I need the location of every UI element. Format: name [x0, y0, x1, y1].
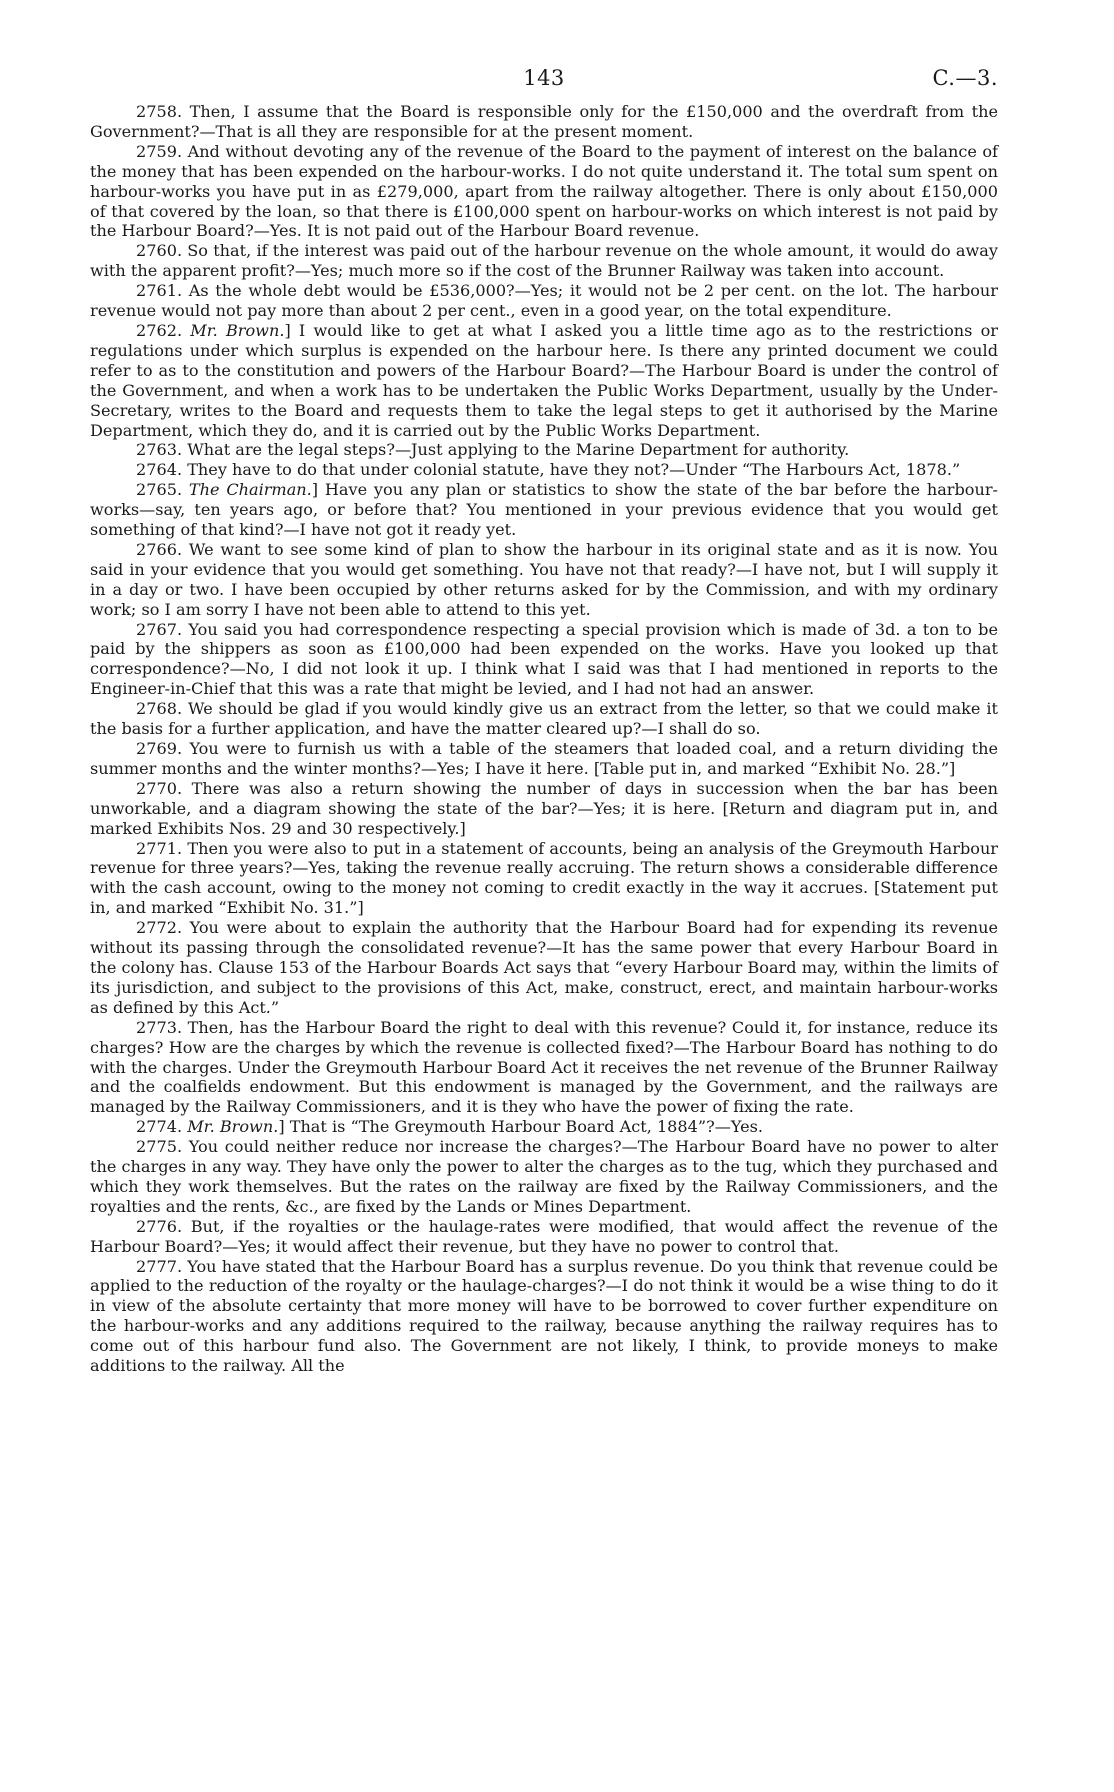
page-header [90, 62, 998, 102]
paragraph-2773: 2773. Then, has the Harbour Board the right to deal with this revenue? Could it, for instance, reduce its charges? How are the charges by which the revenue is collected fixed?—The Harbour Board has nothing to do with the charges. Under the Greymouth Harbour Board Act it receives the net revenue of the Brunner Railway and the coalfields endowment. But this endowment is managed by the Government, and the railways are managed by the Railway Commissioners, and it is they who have the power of fixing the rate. [90, 1017, 998, 1117]
paragraph-body: ] I would like to get at what I asked you a little time ago as to the restrictions or regulations under which surplus is expended on the harbour here. Is there any printed document we could refer to as to the constitution and powers of the Harbour Board?—The Harbour Board is under the control of the Government, and when a work has to be undertaken the Public Works Department, usually by the Under-Secretary, writes to the Board and requests them to take the legal steps to get it authorised by the Marine Department, which they do, and it is carried out by the Public Works Department. [90, 320, 998, 440]
paragraph-2761: 2761. As the whole debt would be £536,000?—Yes; it would not be 2 per cent. on the lot. The harbour revenue would not pay more than about 2 per cent., even in a good year, on the total expenditure. [90, 281, 998, 321]
page-number: 143 [523, 66, 565, 90]
document-page [90, 62, 998, 1376]
speaker-name: The Chairman. [188, 480, 312, 500]
question-number: 2765. [136, 480, 189, 500]
speaker-name: Mr. Brown. [190, 320, 285, 340]
question-number: 2762. [136, 320, 191, 340]
paragraph-2758: 2758. Then, I assume that the Board is responsible only for the £150,000 and the overdraft from the Government?—That is all they are responsible for at the present moment. [90, 102, 998, 141]
paragraph-2775: 2775. You could neither reduce nor increase the charges?—The Harbour Board have no power to alter the charges in any way. They have only the power to alter the charges as to the tug, which they purchased and which they work themselves. But the rates on the railway are fixed by the Railway Commissioners, and the royalties and the rents, &c., are fixed by the Lands or Mines Department. [90, 1137, 998, 1216]
paragraph-2760: 2760. So that, if the interest was paid out of the harbour revenue on the whole amount, it would do away with the apparent profit?—Yes; much more so if the cost of the Brunner Railway was taken into account. [90, 241, 998, 281]
paragraph-2771: 2771. Then you were also to put in a statement of accounts, being an analysis of the Greymouth Harbour revenue for three years?—Yes, taking the revenue really accruing. The return shows a considerable difference with the cash account, owing to the money not coming to credit exactly in the way it accrues. [Statement put in, and marked “Exhibit No. 31.”] [90, 838, 998, 918]
paragraph-2774 [90, 1117, 998, 1137]
paragraph-body: ] That is “The Greymouth Harbour Board Act, 1884”?—Yes. [278, 1117, 763, 1137]
question-number: 2774. [136, 1117, 188, 1137]
paragraph-2770: 2770. There was also a return showing the number of days in succession when the bar has been unworkable, and a diagram showing the state of the bar?—Yes; it is here. [Return and diagram put in, and marked Exhibits Nos. 29 and 30 respectively.] [90, 778, 998, 838]
speaker-name: Mr. Brown. [187, 1117, 279, 1137]
paragraph-2765 [90, 480, 998, 540]
evidence-text [90, 102, 998, 1376]
document-reference: C.—3. [932, 66, 998, 90]
paragraph-2762 [90, 321, 998, 440]
paragraph-2764: 2764. They have to do that under colonial statute, have they not?—Under “The Harbours Act, 1878.” [136, 460, 961, 480]
paragraph-2768: 2768. We should be glad if you would kindly give us an extract from the letter, so that we could make it the basis for a further application, and have the matter cleared up?—I shall do so. [90, 699, 998, 739]
paragraph-body: ] Have you any plan or statistics to show the state of the bar before the harbour-works—say, ten years ago, or before that? You mentioned in your previous evidence that you would get something of that kind?—I have not got it ready yet. [90, 480, 998, 540]
paragraph-2769: 2769. You were to furnish us with a table of the steamers that loaded coal, and a return dividing the summer months and the winter months?—Yes; I have it here. [Table put in, and marked “Exhibit No. 28.”] [90, 739, 998, 778]
paragraph-2763: 2763. What are the legal steps?—Just applying to the Marine Department for authority. [136, 440, 850, 460]
paragraph-2776: 2776. But, if the royalties or the haulage-rates were modified, that would affect the revenue of the Harbour Board?—Yes; it would affect their revenue, but they have no power to control that. [90, 1216, 998, 1256]
paragraph-2759: 2759. And without devoting any of the revenue of the Board to the payment of interest on the balance of the money that has been expended on the harbour-works. I do not quite understand it. The total sum spent on harbour-works you have put in as £279,000, apart from the railway altogether. There is only about £150,000 of that covered by the loan, so that there is £100,000 spent on harbour-works on which interest is not paid by the Harbour Board?—Yes. It is not paid out of the Harbour Board revenue. [90, 141, 998, 241]
paragraph-2766: 2766. We want to see some kind of plan to show the harbour in its original state and as it is now. You said in your evidence that you would get something. You have not that ready?—I have not, but I will supply it in a day or two. I have been occupied by other returns asked for by the Commission, and with my ordinary work; so I am sorry I have not been able to attend to this yet. [90, 539, 998, 619]
paragraph-2767: 2767. You said you had correspondence respecting a special provision which is made of 3d. a ton to be paid by the shippers as soon as £100,000 had been expended on the works. Have you looked up that correspondence?—No, I did not look it up. I think what I said was that I had mentioned in reports to the Engineer-in-Chief that this was a rate that might be levied, and I had not had an answer. [90, 619, 998, 699]
paragraph-2772: 2772. You were about to explain the authority that the Harbour Board had for expending its revenue without its passing through the consolidated revenue?—It has the same power that every Harbour Board in the colony has. Clause 153 of the Harbour Boards Act says that “every Harbour Board may, within the limits of its jurisdiction, and subject to the provisions of this Act, make, construct, erect, and maintain harbour-works as defined by this Act.” [90, 918, 998, 1017]
paragraph-2777: 2777. You have stated that the Harbour Board has a surplus revenue. Do you think that revenue could be applied to the reduction of the royalty or the haulage-charges?—I do not think it would be a wise thing to do it in view of the absolute certainty that more money will have to be borrowed to cover further expenditure on the harbour-works and any additions required to the railway, because anything the railway requires has to come out of this harbour fund also. The Government are not likely, I think, to provide moneys to make additions to the railway. All the [90, 1256, 998, 1376]
